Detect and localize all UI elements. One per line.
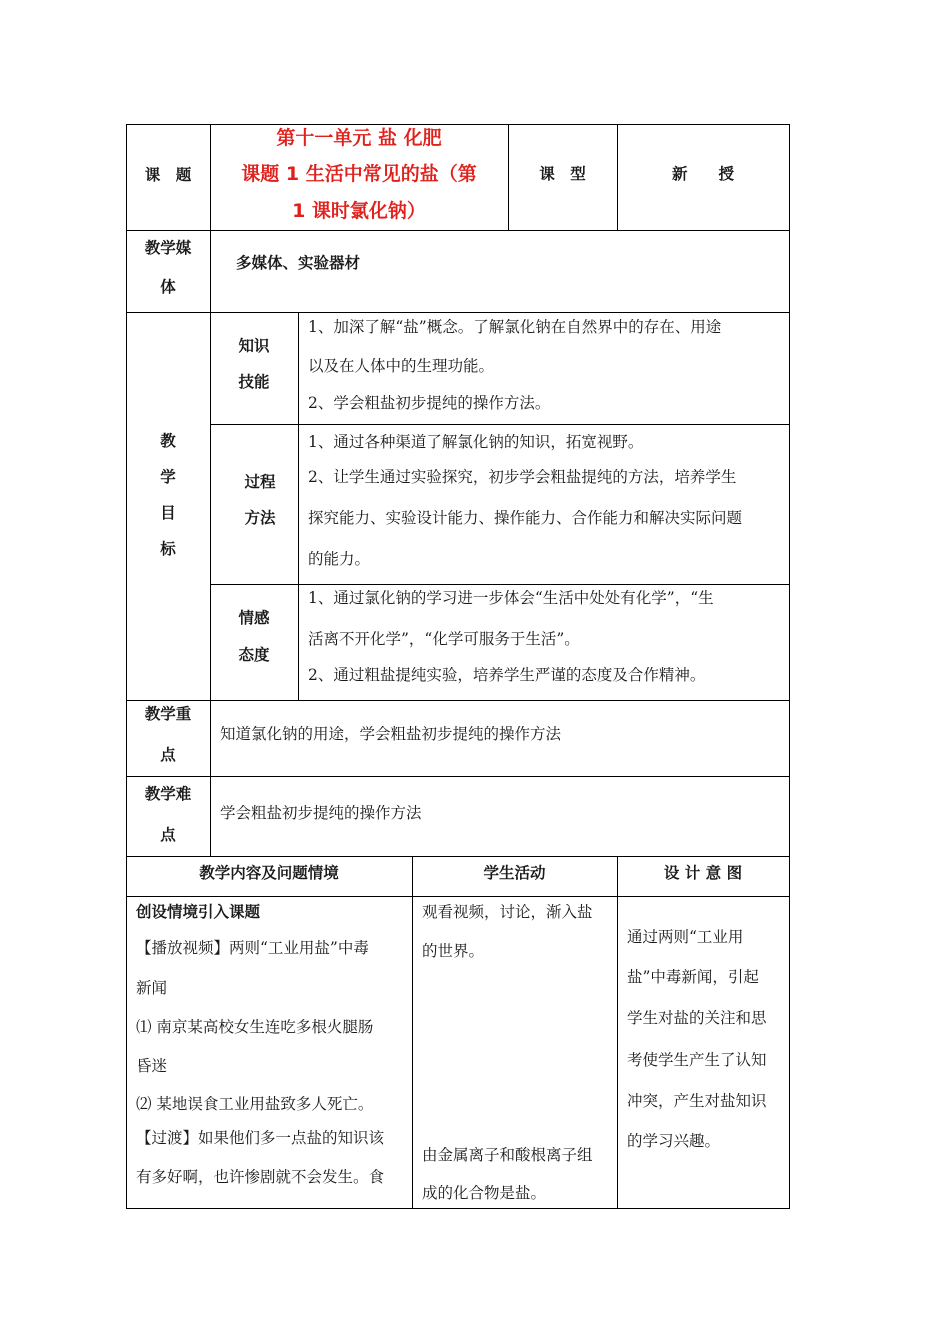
intent-line-2: 盐”中毒新闻，引起 [627,968,759,986]
content-line-3: ⑴ 南京某高校女生连吃多根火腿肠 [136,1018,374,1036]
table-border-bottom [126,1208,790,1209]
difficulty-label-line-1: 教学难 [144,785,192,803]
process-label-line-2: 方法 [244,509,276,527]
content-section-title: 创设情境引入课题 [136,903,261,921]
col-divider-activity [412,856,413,1208]
media-label-line-2: 体 [160,278,176,296]
row-divider-process-header [126,896,790,897]
emotion-line-1: 1、通过氯化钠的学习进一步体会“生活中处处有化学”，“生 [308,589,714,607]
title-line-3: 1 课时氯化钠） [292,200,426,222]
knowledge-label-line-1: 知识 [238,337,270,355]
process-label-line-1: 过程 [244,473,276,491]
keypoint-value: 知道氯化钠的用途，学会粗盐初步提纯的操作方法 [220,725,562,743]
objectives-label-3: 目 [160,504,176,522]
row-divider-process [210,584,790,585]
row-divider-difficulty [126,856,790,857]
intent-line-3: 学生对盐的关注和思 [627,1009,767,1027]
process-line-3: 探究能力、实验设计能力、操作能力、合作能力和解决实际问题 [308,509,743,527]
col-divider-label [210,124,211,856]
row-divider-media [126,312,790,313]
content-line-4: 昏迷 [136,1057,168,1075]
row-divider-objectives [126,700,790,701]
content-line-1: 【播放视频】两则“工业用盐”中毒 [136,939,369,957]
activity-line-2: 的世界。 [422,942,485,960]
media-label-line-1: 教学媒 [144,239,192,257]
column-header-content: 教学内容及问题情境 [199,864,339,882]
content-line-7: 有多好啊，也许惨剧就不会发生。食 [136,1168,385,1186]
topic-label: 课 题 [144,166,192,184]
knowledge-line-3: 2、学会粗盐初步提纯的操作方法。 [308,394,551,412]
row-divider-header [126,230,790,231]
keypoint-label-line-2: 点 [160,746,176,764]
objectives-label-1: 教 [160,432,176,450]
row-divider-knowledge [210,424,790,425]
process-line-2: 2、让学生通过实验探究，初步学会粗盐提纯的方法，培养学生 [308,468,737,486]
activity-line-4: 成的化合物是盐。 [422,1184,547,1202]
emotion-line-2: 活离不开化学”，“化学可服务于生活”。 [308,630,580,648]
column-header-activity: 学生活动 [483,864,546,882]
activity-line-1: 观看视频，讨论，渐入盐 [422,903,593,921]
intent-line-6: 的学习兴趣。 [627,1132,721,1150]
title-line-1: 第十一单元 盐 化肥 [276,127,442,149]
content-line-5: ⑵ 某地误食工业用盐致多人死亡。 [136,1095,374,1113]
intent-line-1: 通过两则“工业用 [627,928,744,946]
difficulty-value: 学会粗盐初步提纯的操作方法 [220,804,422,822]
intent-line-4: 考使学生产生了认知 [627,1051,767,1069]
emotion-label-line-1: 情感 [238,609,270,627]
media-value: 多媒体、实验器材 [236,254,361,272]
emotion-label-line-2: 态度 [238,646,270,664]
col-divider-intent [617,856,618,1208]
keypoint-label-line-1: 教学重 [144,705,192,723]
content-line-2: 新闻 [136,979,168,997]
table-border-right [789,124,790,1209]
process-line-4: 的能力。 [308,550,371,568]
type-label: 课 型 [539,165,586,183]
objectives-label-2: 学 [160,468,176,486]
difficulty-label-line-2: 点 [160,826,176,844]
content-line-6: 【过渡】如果他们多一点盐的知识该 [136,1129,385,1147]
row-divider-keypoint [126,776,790,777]
column-header-intent: 设 计 意 图 [663,864,743,882]
table-border-top [126,124,790,125]
knowledge-label-line-2: 技能 [238,373,270,391]
intent-line-5: 冲突，产生对盐知识 [627,1092,767,1110]
type-value: 新 授 [671,165,734,183]
activity-line-3: 由金属离子和酸根离子组 [422,1146,593,1164]
process-line-1: 1、通过各种渠道了解氯化钠的知识，拓宽视野。 [308,433,644,451]
col-divider-sublabel [298,312,299,700]
knowledge-line-1: 1、加深了解“盐”概念。了解氯化钠在自然界中的存在、用途 [308,318,722,336]
knowledge-line-2: 以及在人体中的生理功能。 [308,357,495,375]
title-line-2: 课题 1 生活中常见的盐（第 [241,163,477,185]
objectives-label-4: 标 [160,540,176,558]
emotion-line-3: 2、通过粗盐提纯实验，培养学生严谨的态度及合作精神。 [308,666,706,684]
